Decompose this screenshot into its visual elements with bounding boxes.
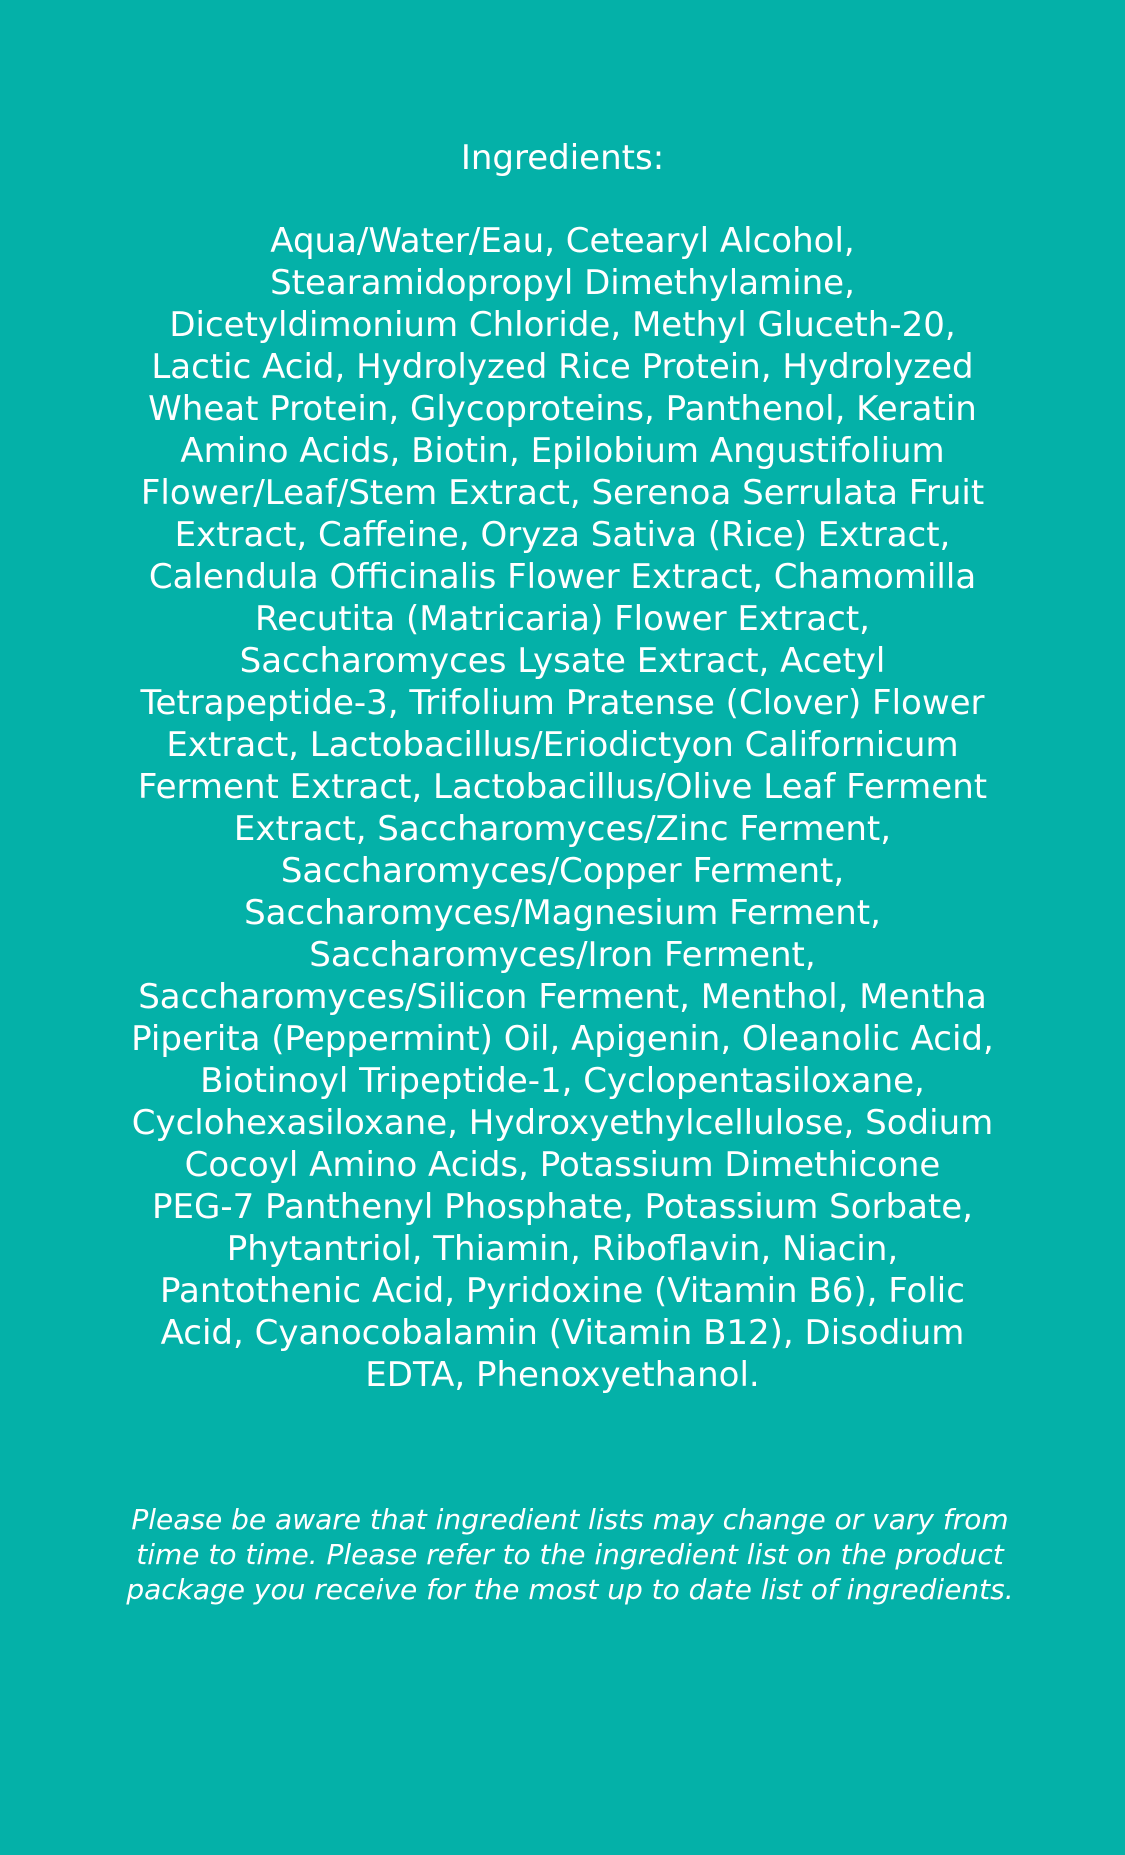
ingredients-line: PEG-7 Panthenyl Phosphate, Potassium Sorbate,: [152, 1187, 973, 1227]
ingredients-line: Pantothenic Acid, Pyridoxine (Vitamin B6), Folic: [160, 1271, 965, 1311]
ingredients-line: Saccharomyces/Copper Ferment,: [280, 851, 845, 891]
ingredients-line: Tetrapeptide-3, Trifolium Pratense (Clover) Flower: [140, 683, 985, 723]
ingredients-line: Dicetyldimonium Chloride, Methyl Gluceth-20,: [169, 305, 956, 345]
ingredients-line: Flower/Leaf/Stem Extract, Serenoa Serrulata Fruit: [140, 473, 985, 513]
ingredients-line: Biotinoyl Tripeptide-1, Cyclopentasiloxane,: [200, 1061, 925, 1101]
ingredients-line: Saccharomyces/Silicon Ferment, Menthol, Mentha: [138, 977, 987, 1017]
ingredients-line: Calendula Officinalis Flower Extract, Chamomilla: [148, 557, 977, 597]
ingredients-line: Cocoyl Amino Acids, Potassium Dimethicone: [184, 1145, 941, 1185]
ingredients-line: Stearamidopropyl Dimethylamine,: [270, 263, 855, 303]
ingredients-line: Extract, Caffeine, Oryza Sativa (Rice) Extract,: [174, 515, 951, 555]
ingredients-line: Saccharomyces Lysate Extract, Acetyl: [239, 641, 886, 681]
ingredients-line: Saccharomyces/Magnesium Ferment,: [244, 893, 881, 933]
ingredients-line: Recutita (Matricaria) Flower Extract,: [255, 599, 870, 639]
disclaimer-line: time to time. Please refer to the ingredient list on the product: [136, 1538, 1004, 1571]
ingredients-line: Amino Acids, Biotin, Epilobium Angustifolium: [180, 431, 945, 471]
ingredients-line: Saccharomyces/Iron Ferment,: [309, 935, 816, 975]
ingredients-line: Piperita (Peppermint) Oil, Apigenin, Oleanolic Acid,: [131, 1019, 994, 1059]
ingredients-heading: Ingredients:: [460, 138, 665, 178]
ingredients-line: Phytantriol, Thiamin, Riboflavin, Niacin,: [226, 1229, 899, 1269]
ingredients-line: Cyclohexasiloxane, Hydroxyethylcellulose, Sodium: [131, 1103, 994, 1143]
ingredients-line: Extract, Lactobacillus/Eriodictyon Californicum: [166, 725, 959, 765]
ingredients-line: Extract, Saccharomyces/Zinc Ferment,: [233, 809, 892, 849]
ingredients-line: EDTA, Phenoxyethanol.: [365, 1355, 760, 1395]
ingredients-line: Aqua/Water/Eau, Cetearyl Alcohol,: [270, 221, 855, 261]
disclaimer-line: package you receive for the most up to date list of ingredients.: [126, 1573, 1014, 1606]
ingredients-line: Acid, Cyanocobalamin (Vitamin B12), Disodium: [160, 1313, 965, 1353]
ingredients-list: [95, 220, 1030, 1396]
ingredients-line: Wheat Protein, Glycoproteins, Panthenol, Keratin: [148, 389, 977, 429]
ingredients-line: Ferment Extract, Lactobacillus/Olive Leaf Ferment: [137, 767, 988, 807]
ingredients-disclaimer: [90, 1502, 1050, 1607]
ingredients-line: Lactic Acid, Hydrolyzed Rice Protein, Hydrolyzed: [151, 347, 974, 387]
disclaimer-line: Please be aware that ingredient lists may change or vary from: [131, 1503, 1009, 1536]
